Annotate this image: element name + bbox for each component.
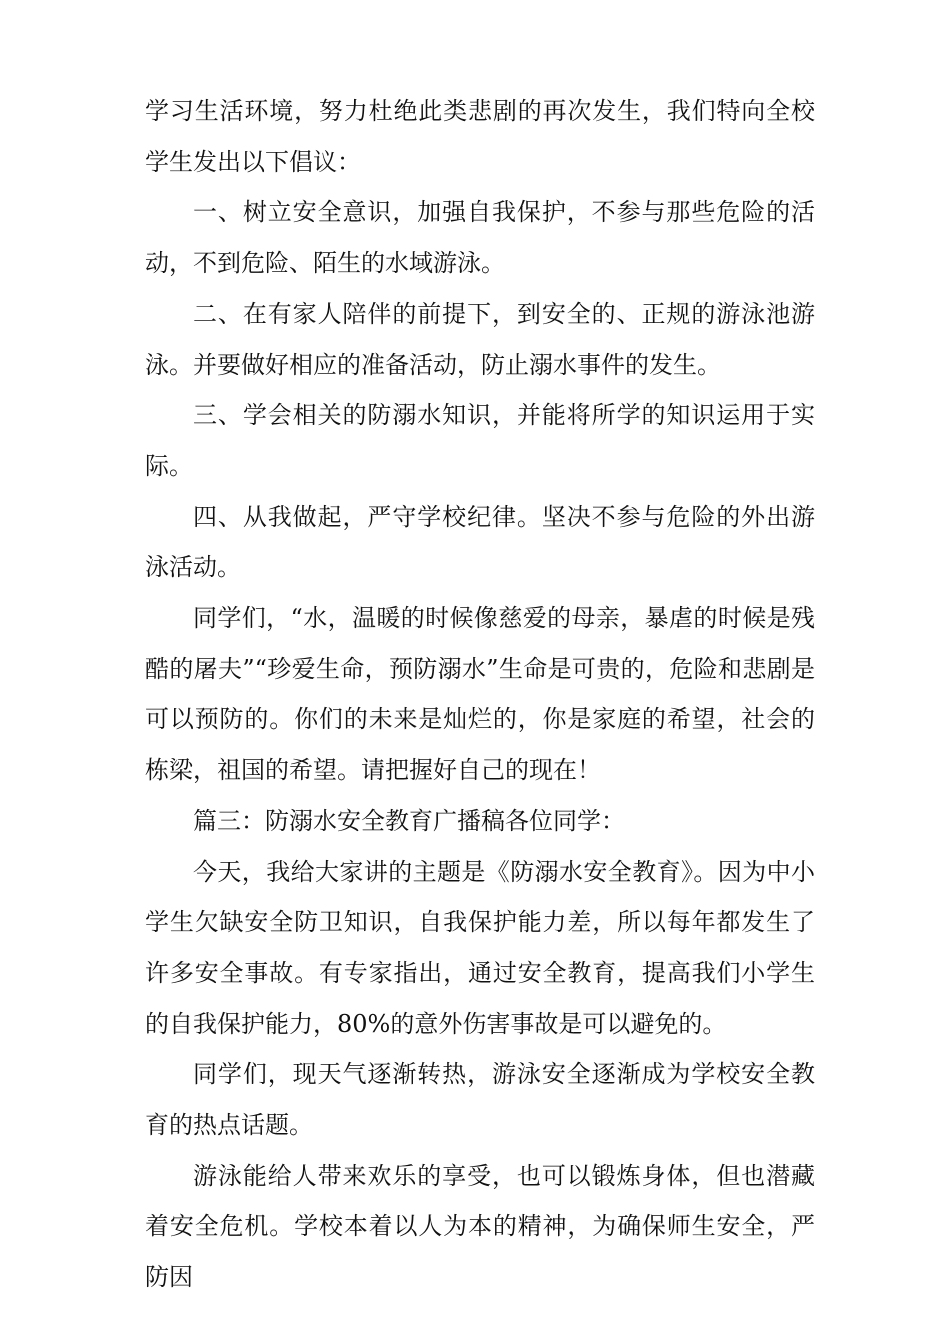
paragraph-proposal-4: 四、从我做起，严守学校纪律。坚决不参与危险的外出游泳活动。: [145, 502, 815, 582]
paragraph-proposal-3: 三、学会相关的防溺水知识，并能将所学的知识运用于实际。: [145, 401, 815, 480]
paragraph-proposal-1: 一、树立安全意识，加强自我保护，不参与那些危险的活动，不到危险、陌生的水域游泳。: [145, 198, 815, 278]
paragraph-theme-intro: 今天，我给大家讲的主题是《防溺水安全教育》。因为中小学生欠缺安全防卫知识，自我保护能力差，所以每年都发生了许多安全事故。有专家指出，通过安全教育，提高我们小学生的自我保护能力，80%的意外伤害事故是可以避免的。: [145, 857, 815, 1038]
paragraph-section-heading: 篇三：防溺水安全教育广播稿各位同学：: [193, 806, 625, 835]
paragraph-continuation: 学习生活环境，努力杜绝此类悲剧的再次发生，我们特向全校学生发出以下倡议：: [145, 97, 815, 176]
paragraph-closing-appeal: 同学们，“水，温暖的时候像慈爱的母亲，暴虐的时候是残酷的屠夫”“珍爱生命，预防溺水”生命是可贵的，危险和悲剧是可以预防的。你们的未来是灿烂的，你是家庭的希望，社会的栋梁，祖国的希望。请把握好自己的现在！: [145, 604, 815, 785]
paragraph-weather: 同学们，现天气逐渐转热，游泳安全逐渐成为学校安全教育的热点话题。: [145, 1060, 815, 1140]
document-body: [145, 86, 815, 1303]
paragraph-proposal-2: 二、在有家人陪伴的前提下，到安全的、正规的游泳池游泳。并要做好相应的准备活动，防止溺水事件的发生。: [145, 299, 815, 379]
paragraph-swimming: 游泳能给人带来欢乐的享受，也可以锻炼身体，但也潜藏着安全危机。学校本着以人为本的精神，为确保师生安全，严防因: [145, 1161, 815, 1292]
